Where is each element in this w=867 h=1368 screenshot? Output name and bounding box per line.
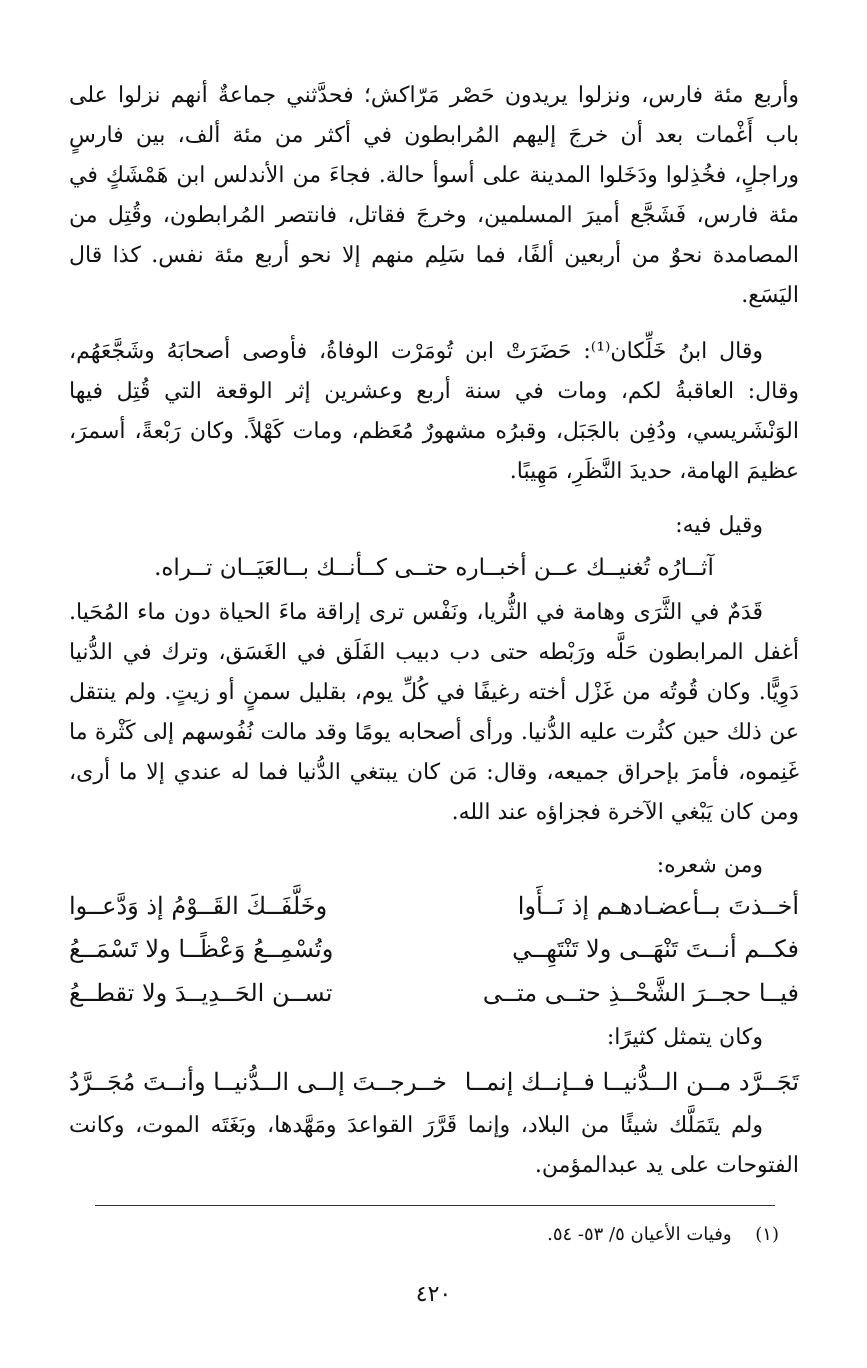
footnote-divider [95,1205,775,1206]
label-used-to-quote: وكان يتمثل كثيرًا: [606,1025,763,1050]
paragraph-conclusion: ولم يتَمَلَّك شيئًا من البلاد، وإنما قَرَّرَ القواعدَ ومَهَّدها، وبَغَتَه الموت، وكانت الفتوحات على يد عبدالمؤمن. [69,1113,799,1178]
footnote-text: وفيات الأعيان ٥/ ٥٣- ٥٤. [547,1224,732,1245]
poem-line [69,973,799,1013]
poem-hemistich-left: وخَلَّفَــكَ القَــوْمُ إذ وَدَّعــوا [69,892,328,920]
poem-hemistich-left: وتُسْمِــعُ وَعْظًــا ولا تَسْمَــعُ [69,935,334,963]
verse-hemistich-right: تَجَــرَّد مــن الــدُّنيــا فــإنــك إنمــا [464,1068,799,1096]
page-number: ٤٢٠ [415,1282,452,1307]
label-his-poetry: ومن شعره: [656,853,763,878]
label-said-about-him: وقيل فيه: [675,513,763,538]
verse-hemistich-left: خــرجــتَ إلــى الــدُّنيــا وأنــتَ مُجَــرَّدُ [69,1068,448,1096]
paragraph-ibn-khallikan: وقال ابنُ خَلِّكان⁽¹⁾: حَضَرَتْ ابن تُومَرْت الوفاةُ، فأوصى أصحابَهُ وشَجَّعَهُم، وقال: العاقبةُ لكم، ومات في سنة أربع وعشرين إثر الوقعة التي قُتِل فيها الوَنْشَريسي، ودُفِن بالجَبَل، وقبرُه مشهورٌ مُعَظم، ومات كَهْلاً. وكان رَبْعةً، أسمرَ، عظيمَ الهامة، حديدَ النَّظَرِ، مَهِيبًا. [69,339,799,484]
poem-hemistich-right: فكــم أنــتَ تَنْهَــى ولا تَنْتَهِــي [512,935,799,963]
poem-hemistich-left: تســن الحَــدِيــدَ ولا تقطــعُ [69,979,333,1007]
poem-line [69,929,799,969]
verse-line: آثــارُه تُغنيــك عــن أخبــاره حتــى كــأنــك بــالعَيَــان تــراه. [154,555,714,581]
paragraph-hamshak: وأربع مئة فارس، ونزلوا يريدون حَصْر مَرّاكش؛ فحدَّثني جماعةٌ أنهم نزلوا على باب أَغْمات بعد أن خرجَ إليهم المُرابطون في أكثر من مئة ألف، بين فارسٍ وراجلٍ، فخُذِلوا ودَخَلوا المدينة على أسوأ حالة. فجاءَ من الأندلس ابن هَمْشَكٍ في مئة فارس، فَشَجَّع أميرَ المسلمين، وخرجَ فقاتل، فانتصر المُرابطون، وقُتِل من المصامدة نحوٌ من أربعين ألفًا، فما سَلِم منهم إلا نحو أربع مئة نفس. كذا قال اليَسَع. [69,83,799,308]
verse-his-traces [69,548,799,588]
poem-hemistich-right: أخــذتَ بــأعضـادهـم إذ نَــأَوا [517,892,799,920]
poem-line [69,886,799,926]
poem-hemistich-right: فيــا حجــرَ الشَّحْــذِ حتــى متــى [482,979,799,1007]
footnote [547,1220,779,1250]
quoted-verse [69,1062,799,1102]
paragraph-description: قَدَمٌ في الثَّرَى وهامة في الثُّريا، ونَفْس ترى إراقة ماءَ الحياة دون ماء المُحَيا. أغفل المرابطون حَلَّه ورَبْطه حتى دب دبيب الفَلَق في الغَسَق، وترك في الدُّنيا دَوِيًّا. وكان قُوتُه من غَزْل أخته رغيفًا في كُلِّ يوم، بقليل سمنٍ أو زيتٍ. ولم ينتقل عن ذلك حين كثُرت عليه الدُّنيا. ورأى أصحابه يومًا وقد مالت نُفُوسهم إلى كَثْرة ما غَنِموه، فأمرَ بإحراق جميعه، وقال: مَن كان يبتغي الدُّنيا فما له عندي إلا ما أرى، ومن كان يَبْغي الآخرة فجزاؤه عند الله. [69,600,799,825]
footnote-number: (١) [755,1224,779,1245]
